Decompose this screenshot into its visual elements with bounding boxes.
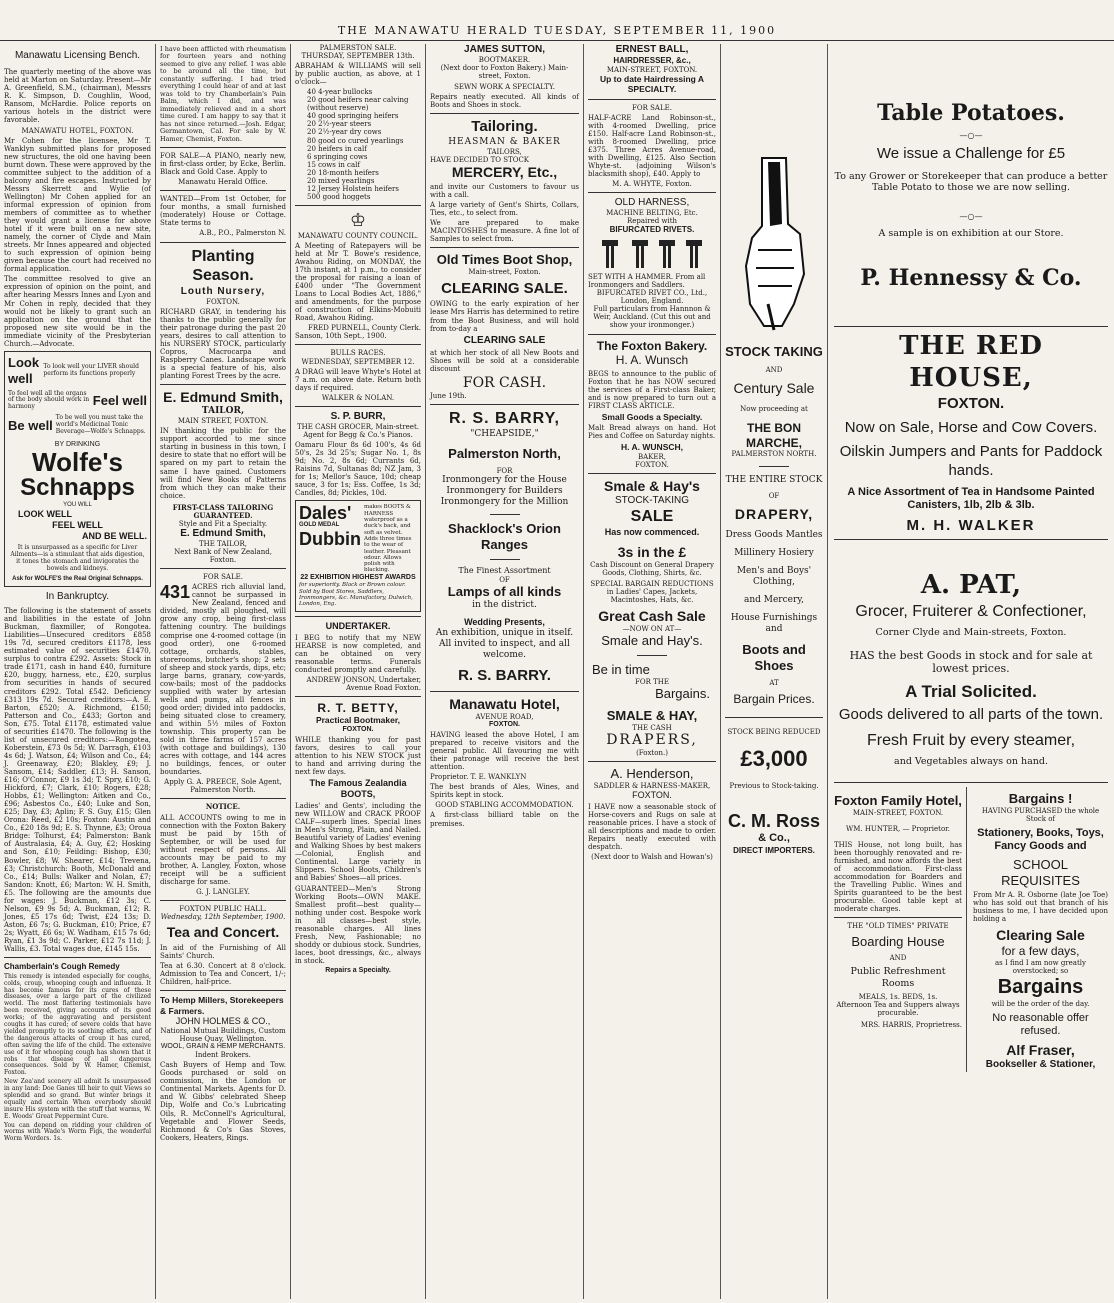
tea-canisters: A Nice Assortment of Tea in Handsome Painted Canisters, 1lb, 2lb & 3lb. (847, 485, 1095, 512)
boarding-house: Boarding House (851, 934, 945, 950)
century-sale: Century Sale (733, 379, 815, 396)
rivets-icon (597, 238, 707, 270)
undertaker-signature: ANDREW JONSON, Undertaker, Avenue Road Foxton. (306, 675, 421, 692)
burr-agent: Agent for Begg & Co.'s Pianos. (303, 430, 413, 439)
dubbin-awards: 22 EXHIBITION HIGHEST AWARDS (300, 573, 416, 581)
ironmongery-1: Ironmongery for the House (442, 475, 567, 486)
hotel-foxton: FOXTON. (489, 721, 520, 729)
mercery-title: MERCERY, Etc., (451, 163, 558, 180)
ad-ask: Ask for WOLFE'S the Real Original Schnapps. (12, 575, 143, 582)
smale-hay-3: SMALE & HAY, (606, 707, 698, 723)
chamberlain-text: This remedy is intended especially for coughs, colds, croup, whooping cough and influenza. It has become famous for its cures of these diseases, over a large part of the civilized world. The most flattering testimonials have been received, giving accounts of its good works; of the aggravating and persistent coughs it has cured; of severe colds that have yielded promptly to its soothing effects, and of the dangerous attacks of croup it has cured, often saving the life of the child. The extensive use of it for whooping cough has shown that it robs that disease of all dangerous consequences. Sold by W. Hamer, Chemist, Foxton. (4, 972, 151, 1077)
clearing-text-2: at which her stock of all New Boots and Shoes will be sold at a considerable discount (430, 348, 579, 373)
challenge-text: To any Grower or Storekeeper that can produce a better Table Potato to those we are now selling. (834, 170, 1108, 194)
ornament: —○— (959, 212, 983, 222)
finest-assortment: The Finest Assortment (458, 566, 551, 576)
now-on-at: —NOW ON AT— (622, 625, 682, 634)
ad-by: BY DRINKING (54, 440, 101, 448)
wanted-ad: WANTED—From 1st October, for four months, a small furnished (moderately) House or Cottage. State terms to (160, 195, 286, 228)
council-signature: FRED PURNELL, County Clerk. (308, 324, 421, 333)
mercery-text-3: We are prepared to make MACINTOSHES to measure. A fine lot of Samples to select from. (430, 219, 579, 244)
ball-title: ERNEST BALL, (615, 44, 689, 55)
burr-text: Oamaru Flour 8s 6d 100's, 4s 6d 50's, 2s 3d 25's; Sugar No. 1, 8s 9d; No. 2, 8s 6d; Currants 6d, Raisins 7d, Sultanas 8d; NZ Jam, 3 for 1s; Mellor's Sauce, 10d; cheap sauce, 3 for 1s; Ess. Coffee, 1s 3d; Candles, 8d; Pickles, 10d. (295, 441, 421, 498)
wanted-signature: A.B., P.O., Palmerston N. (199, 229, 286, 238)
holmes-name: JOHN HOLMES & CO., (175, 1016, 271, 1027)
ad-line: AND BE WELL. (82, 531, 147, 542)
for-label: FOR (496, 467, 513, 476)
repairs-specialty: Repairs a Specialty. (325, 967, 391, 974)
trial-solicited: A Trial Solicited. (905, 681, 1037, 701)
notice-text: ALL ACCOUNTS owing to me in connection with the Foxton Bakery must be paid by 15th of September, or will be used for without respect of persons. All accounts may be paid to my brother, A. Langley, Foxton, whose receipt will be a sufficient discharge for same. (160, 813, 286, 886)
stock-item: 40 good springing heifers (307, 112, 399, 121)
refreshment-rooms: Public Refreshment Rooms (850, 966, 946, 989)
stock-item: 40 4-year bullocks (307, 88, 373, 97)
mercery-text-2: A large variety of Gent's Shirts, Collars, Ties, etc., to select from. (430, 201, 579, 218)
stock-list (295, 88, 421, 201)
for-cash: FOR CASH. (462, 374, 547, 391)
no-offer: No reasonable offer refused. (992, 1011, 1089, 1037)
ad-small-text: It is unsurpassed as a specific for Liver Ailments—is a stimulant that aids digestion, it tones the stomach and invigorates the bowels and kidneys. (10, 543, 145, 572)
bon-marche: THE BON MARCHE, (746, 421, 802, 450)
clearing-sale-title: CLEARING SALE. (441, 280, 568, 298)
ffh-proprietor: WM. HUNTER, — Proprietor. (846, 824, 950, 833)
smith-title: E. Edmund Smith, (163, 389, 283, 406)
corner-text: Corner Clyde and Main-streets, Foxton. (875, 627, 1067, 639)
stationery-text: Stationery, Books, Toys, Fancy Goods and (977, 826, 1104, 853)
bankruptcy-title: In Bankruptcy. (45, 590, 110, 602)
piano-ad: FOR SALE—A PIANO, nearly new, in first-class order, by Ecke, Berlin. Black and Gold Case. Apply to (160, 152, 286, 177)
rivet-company: BIFURCATED RIVET CO., Ltd., London, England. (596, 289, 708, 306)
masthead-rule (0, 40, 1114, 41)
council-title: MANAWATU COUNTY COUNCIL. (297, 231, 419, 240)
in-district: in the district. (472, 599, 537, 610)
stock-reduced: STOCK BEING REDUCED (727, 727, 821, 736)
fraser-title: Alf Fraser, (1006, 1042, 1075, 1059)
school-requisites: SCHOOL REQUISITES (1001, 857, 1080, 889)
boots-shoes: Boots and Shoes (742, 642, 806, 674)
burr-title: S. P. BURR, (330, 410, 386, 422)
palmerston-north: Palmerston North, (448, 445, 561, 461)
stock-item: 80 good co cured yearlings (307, 136, 404, 145)
bakery-text: BEGS to announce to the public of Foxton that he has NOW secured the services of a First-class Baker, and is now prepared to turn out a FIRST CLASS ARTICLE. (588, 369, 716, 410)
bulls-text: A DRAG will leave Whyte's Hotel at 7 a.m. on above date. Return both days if required. (295, 367, 421, 392)
smith-address-2: Next Bank of New Zealand, Foxton. (174, 548, 272, 565)
clearing-date: June 19th. (430, 392, 467, 401)
worms-text: You can depend on ridding your children of worms with Wade's Worm Figs, the wonderful Worm Worders. 1s. (4, 1121, 151, 1143)
crest-icon: ♔ (349, 209, 367, 231)
nursery-text: RICHARD GRAY, in tendering his thanks to the public generally for their patronage during the past 20 years, desires to call attention to his NURSERY STOCK, particularly Copros, Macrocarpa and Raspberry Canes. Landscape work is a special feature of his, also planting Forest Trees by the acre. (160, 307, 286, 381)
bakery-title: The Foxton Bakery. (596, 338, 708, 353)
notice-signature: G. J. LANGLEY. (196, 887, 250, 896)
now-proceeding: Now proceeding at (740, 404, 808, 413)
old-times-private: THE "OLD TIMES" PRIVATE (847, 922, 949, 931)
ornament: —○— (959, 130, 983, 140)
special-bargain: SPECIAL BARGAIN REDUCTIONS in Ladies' Capes, Jackets, Macintoshes, Hats, &c. (590, 579, 714, 604)
ad-be-well: Be well (8, 417, 53, 433)
three-shillings: 3s in the £ (617, 543, 687, 560)
old-times-sub: Main-street, Foxton. (468, 268, 541, 277)
bargains-big: Bargains (997, 976, 1084, 999)
council-date: Sanson, 10th Sept., 1900. (295, 332, 387, 341)
clearing-sale: Clearing Sale (996, 927, 1085, 944)
article-subhead: MANAWATU HOTEL, FOXTON. (21, 126, 134, 135)
mercery-text: and invite our Customers to favour us with a call. (430, 182, 579, 199)
poem-text: New Zea'and scenery all admit Is unsurpassed in any land: Doe Ganes till heir to quit Views so splendid and so grand. But winter brings it equally and certain When everybody should insure His system with the stuff that warms, W. E. Woods' Great Peppermint Cure. (4, 1078, 151, 1120)
ross-title: C. M. Ross (727, 810, 820, 831)
betty-text: WHILE thanking you for past favors, desires to call your attention to his NEW STOCK just to hand and arriving during the next few days. (295, 735, 421, 777)
henderson-title: A. Henderson, (610, 765, 694, 781)
column-6 (721, 44, 827, 1299)
hotel-stabling: GOOD STABLING ACCOMMODATION. (435, 801, 574, 810)
smale-foxton: (Foxton.) (636, 748, 668, 757)
burr-sub: THE CASH GROCER, Main-street. (297, 422, 419, 431)
stock-item: 20 good heifers near calving (without reserve) (307, 96, 409, 113)
up-to-date: Up to date Hairdressing A SPECIALTY. (599, 73, 705, 95)
sale-text: ABRAHAM & WILLIAMS will sell by public auction, as above, at 1 o'clock— (295, 62, 421, 87)
drapers-label: DRAPERS, (606, 731, 698, 748)
stock-taking-label: STOCK-TAKING (614, 495, 690, 506)
nursery-location: FOXTON. (206, 297, 240, 306)
avenue-road: AVENUE ROAD, (475, 712, 534, 721)
for-sale-label: FOR SALE. (632, 103, 672, 112)
hotel-best: The best brands of Ales, Wines, and Spirits kept in stock. (430, 783, 579, 800)
goods-delivered: Goods delivered to all parts of the town. (838, 706, 1104, 724)
column-3 (291, 44, 425, 1299)
smale-hay-title: Smale & Hay's (604, 477, 700, 494)
rivet-hammer: SET WITH A HAMMER. From all Ironmongers and Saddlers. (588, 273, 706, 290)
article-title: Manawatu Licensing Bench. (14, 50, 141, 61)
dubbin-ad (295, 500, 421, 611)
tea-concert: Tea and Concert. (166, 924, 280, 941)
fresh-fruit: Fresh Fruit by every steamer, (866, 731, 1076, 749)
acres-number: 431 (160, 582, 191, 603)
wool-title: WOOL, GRAIN & HEMP MERCHANTS. (160, 1043, 286, 1051)
oilskin: Oilskin Jumpers and Pants for Paddock hands. (839, 443, 1103, 479)
overstocked: as I find I am now greatly overstocked; so (995, 959, 1086, 976)
sutton-location: (Next door to Foxton Bakery.) Main-street, Foxton. (440, 64, 569, 81)
ffh-address: MAIN-STREET, FOXTON. (852, 808, 944, 817)
stock-item: 20 2½-year steers (307, 120, 372, 129)
column-4 (426, 44, 583, 1299)
best-goods: HAS the best Goods in stock and for sale at lowest prices. (849, 648, 1093, 676)
lamps-title: Lamps of all kinds (447, 583, 562, 599)
council-text: A Meeting of Ratepayers will be held at Mr T. Bowe's residence, Awahou Riding, on MONDAY, the 17th instant, at 1 p.m., to consider the proposal for raising a loan of £400 under "The Government Loans to Local Bodies Act, 1886," and amendments, for the purpose of construction of Elkins-Mobuiti Road, Awahou Riding. (295, 241, 421, 323)
zealandia-text: Ladies' and Gents', including the new WILLOW and CRACK PROOF CALF—superb lines. Special lines in Men's Strong, Plain, and Nailed. Beautiful variety of Ladies' evening and Walking Shoes by best makers—Colonial, English and Continental. Large variety in Slippers. School Boots, Children's and Babies' Shoes—all prices. (295, 802, 421, 883)
wool-text: Cash Buyers of Hemp and Tow. Goods purchased or sold on commission, in the London or Continental Markets. Agents for D. and W. Gibbs' celebrated Sheep Dip, Wolfe and Co.'s Lubricating Oils, R. McConnell's Agricultural, Vegetable and Flower Seeds, Richmond & Co's Gas Stoves, Cookers, Heaters, Rings. (160, 1061, 286, 1142)
hairdresser: HAIRDRESSER, &c., (613, 56, 691, 66)
bulls-title: BULLS RACES. (330, 349, 386, 358)
masthead-text: THE MANAWATU HERALD TUESDAY, SEPTEMBER 11, 1900 (337, 24, 777, 37)
ad-schnapps: Schnapps (20, 474, 135, 502)
smith-title-2: E. Edmund Smith, (180, 527, 266, 539)
bulls-date: WEDNESDAY, SEPTEMBER 12. (301, 357, 415, 366)
direct-importers: DIRECT IMPORTERS. (733, 845, 815, 855)
afternoon-tea: Afternoon Tea and Suppers always procurable. (836, 1001, 960, 1018)
stock-item: 20 2½-year dry cows (307, 128, 382, 137)
stock-item: 20 mixed yearlings (307, 176, 375, 185)
hotel-proprietor: Proprietor. T. E. WANKLYN (430, 773, 527, 782)
hotel-billiard: A first-class billiard table on the premises. (430, 811, 579, 828)
for-sale-text: ACRES rich alluvial land, cannot be surpassed in New Zealand, fenced and divided, mostly all ploughed, will grow any crop, being first-class fattening country. The buildings comprise one 4-roomed cottage (in good order), one 6-roomed cottage, orchards, stables, storerooms, butcher's shop; 2 sets of sheep and stock yards, dips, etc; large barns, granary, cow-yards, cow-bails; most of the paddocks supplied with water by artesian wells and pumps, all fences in good order; divided into paddocks, being situated close to creamery, and within 5½ miles of Foxton township. This property can be sold in three farms of 157 acres (with cottage and buildings), 130 acres with cottage, and 144 acres no buildings, fences, or outer boundaries. (160, 583, 286, 777)
dubbin-title: Dubbin (299, 528, 361, 549)
walker-name: M. H. WALKER (906, 516, 1036, 534)
planting-title: Planting Season. (191, 247, 255, 285)
exhibition-text: An exhibition, unique in itself. (435, 627, 574, 638)
red-house-foxton: FOXTON. (937, 394, 1005, 412)
sutton-sub: BOOTMAKER. (478, 56, 531, 65)
vegetables: and Vegetables always on hand. (894, 756, 1048, 768)
ad-caption: To be well you must take the world's Medicinal Tonic Beverage—Wolfe's Schnapps. (55, 414, 146, 435)
drapery-title: DRAPERY, (734, 506, 814, 523)
challenge-title: We issue a Challenge for £5 (876, 144, 1066, 162)
be-in-time: Be in time (592, 661, 650, 677)
for-few-days: for a few days, (1001, 944, 1080, 959)
smith-text: IN thanking the public for the support accorded to me since starting in business in this town, I desire to state that no effort will be spared on my part to retain the same I have gained. Customers will find New Books of Patterns from which they can make their choice. (160, 427, 286, 500)
masthead (0, 0, 1114, 42)
old-harness: OLD HARNESS, (614, 197, 690, 209)
drapery-item: and Mercery, (743, 595, 805, 606)
next-door: (Next door to Walsh and Howan's) (591, 852, 713, 861)
at-label: AT (769, 678, 779, 687)
of-label: OF (768, 492, 780, 501)
bookseller: Bookseller & Stationer, (985, 1059, 1096, 1071)
bargains-label: Bargains. (655, 685, 710, 701)
harris-sig: MRS. HARRIS, Proprietress. (860, 1021, 962, 1030)
column-1 (0, 44, 155, 1299)
sale-date: THURSDAY, SEPTEMBER 13th. (301, 52, 415, 61)
barry-title-2: R. S. BARRY. (458, 666, 551, 684)
order-of-day: will be the order of the day. (991, 999, 1090, 1008)
for-the: FOR THE (635, 677, 669, 686)
saddler-label: SADDLER & HARNESS-MAKER, (593, 781, 711, 790)
bifurcated-rivets: BIFURCATED RIVETS. (609, 225, 695, 235)
bankruptcy-text: The following is the statement of assets and liabilities in the estate of John Buckman, flaxmiller, of Rongotea. Liabilities—Unsecured creditors £858 19s 7d, secured creditors £1178, less estimated value of securities £1470, surplus to contra £292. Assets: Stock in trade £171, cash in hand £40, furniture £20, buggy, harness, etc., £20, surplus from securities in hands of secured creditors £292. Total £542. Deficiency £313 19s 7d. Secured creditors:—A. E. Barton, £520; A. Richmond, £150; Patterson and Co., £433; Gorton and Son, £75. Total £1178, estimated value of securities £1470. The following is the list of unsecured creditors:—Rongotea, Koberstein, £73 0s 5d; W. Darragh, £103 4s 6d; J. Watson, £4; Wilson and Co., £4; J. Greenaway, £20; Blakley, £9; J. Sansom, £14; Saddler, £13; H. Sanson, £16; O'Connor, £9 1s 3d; T. Spry, £10; G. Hickford, £7; Clark, £10; Rogers, £28; Hobbs, £1; Wellington: Aitken and Co., £96; Asbestos Co., £40; Luke and Son, £25; Day, £3; Aplin; F. S. Guy, £15; Glen Orona: Reed, £2 10s; Foxton: Austin and Co., £20 18s 9d; E. S. Thynne, £3; Oroua Bridge: Tolhurst, £4; Palmerston: Bank of Australasia, £4; A. Guy, £2; Hosking and Son, £10; Feilding: Bishop, £30; Bowler, £8; W. Shearer, £14; Trevena, £3; Christchurch: Booth, McDonald and Co., £14; Bulls: Walker and Nolan, £7; Sandon: Knott, £6; Marton: W. H. Smith, £5. The following are the amounts due for wages: J. Buckman, £12 3s; C. Nelson, £9 9s 5d; A. Buckman, £12; R. Jones, £5 17s 6d; Twist, £24 13s; D. Aston, £6 7s; G. Buckman, £10; Price, £7 2s; Wyatt, £6 6s; W. Wadham, £15 7s 6d; Ryan, £1 3s 9d; C. Parker, £12 7s 11d; J. Wallis, £3. Total wages due, £145 15s. (4, 607, 151, 954)
tea-text: In aid of the Furnishing of All Saints' Church. (160, 944, 286, 961)
notice-title: NOTICE. (205, 802, 241, 812)
undertaker-title: UNDERTAKER. (325, 620, 391, 631)
smale-hay-2: Smale and Hay's. (601, 633, 703, 649)
chamberlain-title: Chamberlain's Cough Remedy (4, 962, 120, 972)
decided-text: HAVE DECIDED TO STOCK (430, 155, 530, 164)
clearing-sale-heading: CLEARING SALE (463, 334, 546, 346)
undertaker-text: I BEG to notify that my NEW HEARSE is now completed, and can be obtained on very reasonable terms. Funerals conducted promptly and carefully. (295, 633, 421, 674)
palmerston-label: PALMERSTON NORTH. (731, 450, 817, 459)
henderson-foxton: FOXTON. (632, 789, 672, 800)
wool-sub: Indent Brokers. (195, 1051, 251, 1060)
column-2 (156, 44, 290, 1299)
entire-stock: THE ENTIRE STOCK (725, 475, 823, 486)
rivet-particulars: Full particulars from Hannnon & Weir, Auckland. (Cut this out and show your ironmonger.) (593, 305, 711, 330)
article-paragraph: The quarterly meeting of the above was held at Marton on Saturday. Present—Mr A. Greenfield, S.M., (chairman), Messrs R. K. Simpson, D. Coughlin, Wood, Ransom, McHardie. Police reports on various hotels in the district were favorable. (4, 68, 151, 125)
small-goods: Small Goods a Specialty. (601, 412, 703, 423)
for-sale-title: FOR SALE. (203, 573, 243, 582)
wunsch-title: H. A. Wunsch (615, 353, 689, 368)
dubbin-text: for superiority. Black or Brown colour. Sold by Boot Stores, Saddlers, Ironmongers, &c. Manufactory, Dulwich, London, Eng. (299, 582, 413, 608)
apat-title: A. PAT, (920, 569, 1022, 600)
smith-sub-2: THE TAILOR, (198, 540, 248, 549)
hemp-title: To Hemp Millers, Storekeepers & Farmers. (160, 995, 284, 1016)
smith-sub: TAILOR, (201, 406, 245, 417)
ad-feel-well: Feel well (92, 392, 147, 408)
piano-signature: Manawatu Herald Office. (178, 178, 268, 187)
ffh-text: THIS House, not long built, has been thoroughly renovated and re-furnished, and now affords the best of accommodation. First-class accommodation for Boarders and the Travelling Public. Wines and Spirits guaranteed to be the best procurable. Good table kept at moderate charges. (834, 840, 962, 913)
meals-beds: MEALS, 1s. BEDS, 1s. (858, 993, 938, 1002)
wunsch-name: H. A. WUNSCH, (620, 442, 683, 453)
betty-location: FOXTON. (342, 725, 374, 733)
bargain-prices: Bargain Prices. (733, 691, 815, 706)
tea-text-2: Tea at 6.30. Concert at 8 o'clock. Admission to Tea and Concert, 1/-; Children, half-price. (160, 962, 286, 987)
baker-foxton: FOXTON. (635, 460, 669, 469)
tailoring-guarantee: FIRST-CLASS TAILORING GUARANTEED. (172, 502, 274, 520)
baker-label: BAKER, (637, 452, 667, 461)
sample-text: A sample is on exhibition at our Store. (878, 227, 1064, 239)
pointing-hand-icon (734, 154, 814, 334)
dubbin-gold-medal: GOLD MEDAL (299, 522, 340, 529)
osborne-text: From Mr A. R. Osborne (late Joe Toe) who has sold out that branch of his business to me, I have decided upon holding a (973, 891, 1108, 924)
smith-address: MAIN STREET, FOXTON. (177, 417, 269, 426)
guarantee-text: GUARANTEED—Men's Strong Working Boots—OWN MAKE. Smallest profit—best quality—nothing under cost. Bespoke work in all classes—best style, reasonable charges. All lines Fresh, New, Fashionable; no shoddy or dubious stock. Sundries, laces, boot dressings, &c., always in stock. (295, 884, 421, 965)
drapery-item: Dress Goods Mantles (725, 530, 823, 541)
stock-item: 20 18-month heifers (307, 168, 379, 177)
wolfes-schnapps-ad (4, 351, 151, 587)
purchased-text: HAVING PURCHASED the whole Stock of (981, 806, 1100, 823)
for-sale-signature: M. A. WHYTE, Foxton. (612, 180, 692, 189)
stock-item: 15 cows in calf (307, 160, 360, 169)
ad-caption: To feel well all the organs of the body should work in harmony (8, 389, 90, 411)
ad-caption: To look well your LIVER should perform its functions properly (43, 362, 139, 377)
reduction-amount: £3,000 (740, 745, 808, 771)
bottom-ads (834, 787, 1108, 1072)
and-label: AND (889, 953, 907, 962)
drapery-item: Millinery Hosiery (734, 548, 814, 559)
sutton-title: JAMES SUTTON, (464, 44, 545, 55)
stock-item: 6 springing cows (307, 152, 368, 161)
clearing-text: OWING to the early expiration of her lease Mrs Harris has determined to retire from the Boot Business, and will hold from to-day a (430, 300, 579, 333)
of-label: OF (499, 575, 510, 584)
bulls-signature: WALKER & NOLAN. (321, 393, 395, 402)
grocer-title: Grocer, Fruiterer & Confectioner, (855, 602, 1087, 620)
tailors-label: TAILORS, (487, 147, 522, 156)
tailoring-title: Tailoring. (471, 118, 538, 136)
drapery-item: Men's and Boys' Clothing, (736, 566, 812, 588)
cash-discount: Cash Discount on General Drapery Goods, Clothing, Shirts, &c. (590, 560, 714, 577)
dales-title: Dales' (299, 503, 352, 524)
hotel-text: HAVING leased the above Hotel, I am prepared to receive visitors and the general public. All favouring me with their patronage will receive the best attention. (430, 731, 579, 772)
for-sale-signature: Apply G. A. PREECE, Sole Agent, Palmerston North. (164, 778, 282, 795)
betty-title: R. T. BETTY, (317, 700, 399, 715)
stock-item: 12 Jersey Holstein heifers (307, 184, 399, 193)
sale-label: SALE (630, 508, 674, 526)
testimonial-text: I have been afflicted with rheumatism for fourteen years and nothing seemed to give any relief. I was able to be around all the time, but constantly suffering. I had tried everything I could hear of and at last was told to try Chamberlain's Pain Balm, which I did, and was immediately relieved and in a short time cured. I am happy to say that it has not since returned.—Josh. Edgar, Germantown, Cal. For sale by W. Hamer, Chemist, Foxton. (160, 45, 286, 143)
article-paragraph: Mr Cohen for the licensee, Mr T. Wanklyn submitted plans for proposed new structures, the old one having been burnt down. These were approved by the committee subject to the addition of a balcony and fire escapes. Instructed by Messrs Skerrett and Wylie (of Wellington) Mr Cohen applied for an informal expression of opinion from members of committee as to whether they would grant a license for above hotel if it were built on a new site, namely, the corner of Clyde and Main streets. Mr Innes appeared and objected to such expression of opinion being given because the court had received no formal application. (4, 136, 151, 274)
ross-co: & Co., (758, 832, 790, 845)
ad-look-well: Look well (8, 354, 40, 386)
bargains-title: Bargains ! (1008, 790, 1073, 806)
shacklock-title: Shacklock's Orion Ranges (448, 521, 561, 553)
column-5 (584, 44, 720, 1299)
previous-stocktaking: Previous to Stock-taking. (729, 782, 819, 791)
wedding-presents: Wedding Presents, (464, 616, 545, 627)
repaired-with: Repaired with (626, 217, 678, 226)
cheapside: "CHEAPSIDE," (470, 428, 539, 439)
now-on-sale: Now on Sale, Horse and Cow Covers. (844, 418, 1098, 436)
ffh-title: Foxton Family Hotel, (834, 792, 962, 808)
malt-bread: Malt Bread always on hand. Hot Pies and Coffee on Saturday nights. (588, 424, 716, 441)
manawatu-hotel: Manawatu Hotel, (449, 695, 560, 712)
ad-will: YOU WILL (63, 501, 92, 508)
ad-line: FEEL WELL (52, 520, 103, 531)
red-house-title: THE RED HOUSE, (899, 331, 1043, 393)
sewn-work: SEWN WORK A SPECIALTY. (454, 83, 555, 92)
ad-line: LOOK WELL (18, 509, 72, 520)
tailoring-specialty: Style and Fit a Specialty. (178, 519, 268, 528)
betty-sub: Practical Bootmaker, (315, 715, 401, 726)
great-cash-sale: Great Cash Sale (598, 607, 706, 624)
heasman-name: HEASMAN & BAKER (448, 136, 561, 147)
nursery-name: Louth Nursery, (180, 285, 266, 297)
zealandia-title: The Famous Zealandia BOOTS, (309, 778, 407, 800)
holmes-address: National Mutual Buildings, Custom House Quay, Wellington. (160, 1027, 286, 1044)
henderson-text: I HAVE now a seasonable stock of Horse-covers and Rugs on sale at reasonable prices. I have a stock of all descriptions and made to order. Repairs neatly executed with despatch. (588, 802, 716, 851)
for-sale-text: HALF-ACRE Land Robinson-st., with 4-roomed Dwelling, price £150. Half-acre Land Robinson-st., with 8-roomed Dwelling, price £375. Three Acres Avenue-road, with Dwelling, £125. Also Section Whyte-st. (adjoining Wilson's blacksmith shop), £40. Apply to (588, 113, 716, 179)
column-7 (828, 44, 1114, 1299)
drapery-items (725, 530, 823, 635)
drapery-item: House Furnishings and (730, 613, 818, 635)
ball-location: MAIN-STREET, FOXTON. (606, 65, 698, 74)
ad-wolfes: Wolfe's (32, 447, 123, 478)
the-cash: THE CASH (632, 723, 672, 732)
hall-title: FOXTON PUBLIC HALL. (179, 904, 267, 913)
machine-belting: MACHINE BELTING, Etc. (606, 209, 698, 218)
dubbin-side-text: makes BOOTS & HARNESS waterproof as a duck's back, and soft as velvet. Adds three times to the wear of leather. Pleasant odour. Allows polish with blacking. (363, 504, 412, 574)
table-potatoes: Table Potatoes. (877, 100, 1065, 126)
now-commenced: Has now commenced. (604, 526, 700, 537)
old-times-title: Old Times Boot Shop, (436, 252, 573, 268)
hennessy-title: P. Hennessy & Co. (860, 265, 1082, 292)
stock-taking-title: STOCK TAKING (725, 344, 823, 359)
hall-date: Wednesday, 12th September, 1900. (160, 913, 286, 922)
invited-text: All invited to inspect, and all welcome. (439, 638, 570, 660)
stock-item: 20 heifers in calf (307, 144, 367, 153)
ironmongery-2: Ironmongery for Builders (446, 486, 563, 497)
sale-title: PALMERSTON SALE. (319, 44, 397, 52)
stock-item: 500 good hoggets (307, 192, 371, 201)
article-paragraph: The committee resolved to give an expression of opinion on the point, and after hearing Messrs Innes and Lyon and Mr Cohen in reply, decided that they would not be likely to grant such an application on the ground that the proposed new site would be in the immediate vicinity of the Presbyterian Church.—Advocate. (4, 275, 151, 348)
ironmongery-3: Ironmongery for the Million (440, 497, 569, 508)
sewn-text: Repairs neatly executed. All kinds of Boots and Shoes in stock. (430, 93, 579, 110)
and-label: AND (765, 365, 783, 374)
barry-title: R. S. BARRY, (449, 410, 560, 428)
